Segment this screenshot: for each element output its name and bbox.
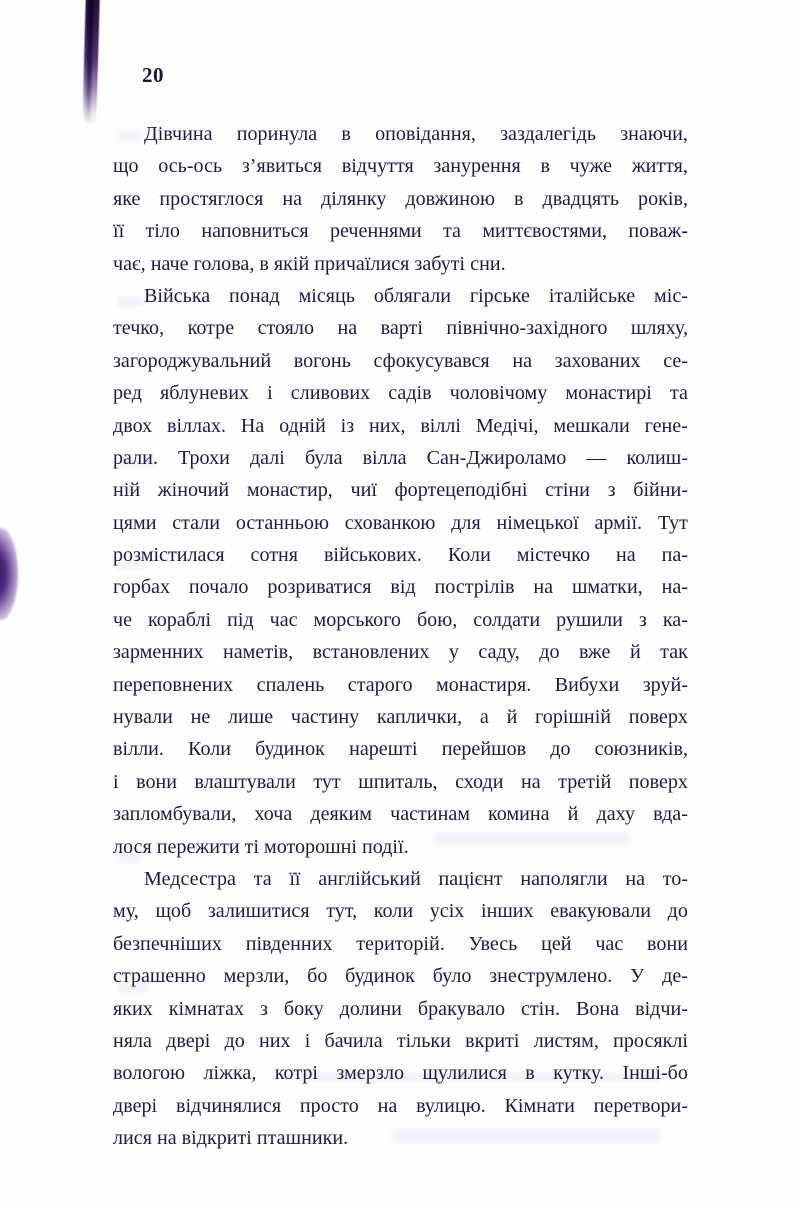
word: бійни- (633, 479, 688, 502)
word: в (514, 187, 524, 210)
word: че (113, 608, 133, 631)
word: на (625, 867, 645, 890)
word: понад (229, 284, 280, 307)
text-line (113, 150, 688, 182)
word: ред (113, 382, 142, 405)
word: і (113, 770, 119, 793)
word: встановлених (312, 641, 430, 664)
word: Війська (144, 284, 211, 307)
scan-edge-blob (0, 528, 18, 620)
word: було (432, 965, 472, 988)
word: гене- (644, 414, 688, 437)
word: знеструмлено. (489, 965, 613, 988)
word: на (533, 576, 554, 599)
word: му, (113, 900, 139, 923)
word: на (337, 317, 358, 340)
word: частинам (390, 803, 470, 826)
text-line (113, 280, 688, 312)
word: місяць (298, 284, 355, 307)
word: пацієнт (438, 867, 503, 890)
word: вологою (113, 1062, 186, 1085)
word: горішній (535, 706, 612, 729)
word: схованкою (344, 511, 436, 534)
word: вогонь (293, 349, 351, 372)
word: хоча (254, 803, 293, 826)
text-line (113, 863, 688, 895)
word: а (479, 706, 489, 729)
word: на (616, 544, 636, 567)
word: інших (481, 900, 534, 923)
word: горбах (113, 576, 171, 599)
word: вілла (362, 446, 407, 469)
word: простяглося (159, 187, 264, 210)
word: тут, (326, 900, 358, 923)
word: — (586, 446, 607, 469)
word: шляху, (630, 317, 688, 340)
word: її (113, 220, 125, 243)
word: монастирі (565, 382, 652, 405)
word: саду, (478, 641, 520, 664)
text-line: лися на відкриті пташники. (113, 1127, 349, 1150)
word: далі (249, 446, 285, 469)
word: поверх (628, 706, 688, 729)
text-line (113, 410, 688, 442)
text-line (113, 766, 688, 798)
word: кутку. (553, 1062, 605, 1085)
word: бачила (324, 1029, 383, 1052)
word: німецької (496, 511, 579, 534)
word: та (253, 867, 272, 890)
word: будинок (255, 738, 325, 761)
text-line (113, 798, 688, 830)
word: віллі (420, 414, 462, 437)
word: та (443, 220, 461, 243)
word: на (520, 770, 541, 793)
word: Вибухи (554, 673, 620, 696)
paragraph (113, 280, 688, 863)
text-line (113, 928, 688, 960)
word: час (595, 932, 624, 955)
paragraph (113, 863, 688, 1155)
word: занурення (433, 155, 521, 178)
word: лише (228, 706, 274, 729)
text-line (113, 312, 688, 344)
word: захованих (554, 349, 641, 372)
text-line: чає, наче голова, в якій причаїлися забуті сни. (113, 252, 506, 275)
word: заздалегідь (500, 123, 597, 145)
word: няла (113, 1029, 152, 1052)
text-line (113, 118, 688, 150)
word: кораблі (148, 608, 212, 631)
word: на (282, 187, 303, 210)
word: військових. (323, 544, 422, 567)
word: цями (113, 511, 157, 534)
word: евакуювали (550, 900, 651, 923)
word: просяклі (613, 1029, 688, 1052)
word: течко, (113, 317, 165, 340)
word: розриватися (267, 576, 372, 599)
word: двох (113, 414, 153, 437)
word: загороджувальний (113, 349, 272, 372)
word: армії. (594, 511, 643, 534)
word: Медсестра (144, 867, 236, 890)
word: Медічі, (475, 414, 539, 437)
word: сотня (250, 544, 299, 567)
text-line (113, 474, 688, 506)
word: долини (339, 997, 402, 1020)
word: солдати (473, 608, 541, 631)
word: років, (638, 187, 688, 210)
word: каплички, (376, 706, 463, 729)
word: до (667, 900, 688, 923)
word: мерзли, (223, 965, 290, 988)
word: Тут (657, 511, 688, 534)
text-line (113, 669, 688, 701)
text-line (113, 895, 688, 927)
word: се- (663, 349, 688, 372)
word: ділянку (321, 187, 387, 210)
word: комина (488, 803, 550, 826)
word: ліжка, (203, 1062, 257, 1085)
word: котре (187, 317, 235, 340)
word: до (550, 738, 571, 761)
word: деяким (310, 803, 373, 826)
word: і (267, 382, 273, 405)
word: оповідання, (375, 123, 476, 145)
word: Кімнати (504, 1094, 575, 1117)
word: ка- (662, 608, 688, 631)
word: Сан-Джироламо (426, 446, 567, 469)
word: перейшов (441, 738, 527, 761)
word: де- (662, 965, 688, 988)
word: відчинялися (175, 1094, 282, 1117)
word: нарешті (349, 738, 418, 761)
word: вже (579, 641, 611, 664)
word: ній (113, 479, 141, 502)
word: двері (113, 1094, 158, 1117)
text-line (113, 442, 688, 474)
page-number: 20 (142, 63, 164, 87)
text-line (113, 183, 688, 215)
word: фортецеподібні (394, 479, 528, 502)
word: миттєвостями, (482, 220, 608, 243)
word: садів (388, 382, 432, 405)
word: пострілів (434, 576, 515, 599)
word: під (227, 608, 254, 631)
text-line (113, 733, 688, 765)
word: поваж- (628, 220, 688, 243)
word: з (607, 479, 616, 502)
text-line (113, 215, 688, 247)
word: двері (166, 1029, 211, 1052)
word: територій. (356, 932, 445, 955)
word: страшенно (113, 965, 206, 988)
word: шпиталь, (358, 770, 438, 793)
word: будинок (345, 965, 415, 988)
word: На (240, 414, 265, 437)
word: яких (113, 997, 153, 1020)
word: влаштували (194, 770, 296, 793)
page-text-block (113, 118, 688, 1155)
word: чуже (569, 155, 613, 178)
word: них, (368, 414, 406, 437)
word: міс- (654, 284, 688, 307)
word: Увесь (468, 932, 518, 955)
word: кімнатах (168, 997, 244, 1020)
text-line (113, 345, 688, 377)
word: вони (136, 770, 178, 793)
word: усіх (429, 900, 465, 923)
text-line: лося пережити ті моторошні події. (113, 835, 409, 858)
word: до (539, 641, 560, 664)
word: до (224, 1029, 245, 1052)
word: для (451, 511, 481, 534)
word: яблуневих (160, 382, 250, 405)
word: в (540, 155, 550, 178)
word: коли (373, 900, 414, 923)
word: них (258, 1029, 291, 1052)
word: довжиною (405, 187, 496, 210)
word: стіни (545, 479, 590, 502)
word: північно-західного (446, 317, 608, 340)
paragraph (113, 118, 688, 280)
word: бою, (416, 608, 458, 631)
word: Інші-бо (622, 1062, 688, 1085)
word: гірське (469, 284, 530, 307)
word: боку (283, 997, 324, 1020)
word: У (630, 965, 645, 988)
word: почало (188, 576, 249, 599)
text-line (113, 960, 688, 992)
word: Коли (188, 738, 232, 761)
word: зарменних (113, 641, 204, 664)
word: італійське (548, 284, 636, 307)
word: бракувало (417, 997, 506, 1020)
word: рали. (113, 446, 158, 469)
word: сфокусувався (373, 349, 490, 372)
word: запломбували, (113, 803, 237, 826)
word: вда- (653, 803, 688, 826)
text-line (113, 701, 688, 733)
word: морського (313, 608, 401, 631)
word: й (629, 641, 641, 664)
word: вкриті (465, 1029, 520, 1052)
text-line (113, 993, 688, 1025)
word: колиш- (626, 446, 688, 469)
word: в (341, 123, 351, 145)
word: з’явиться (241, 155, 323, 178)
word: й (567, 803, 579, 826)
word: останньою (235, 511, 329, 534)
word: переповнених (113, 673, 234, 696)
word: жіночий (157, 479, 230, 502)
text-line (113, 377, 688, 409)
word: перетвори- (593, 1094, 688, 1117)
word: ось-ось (158, 155, 223, 178)
word: стояло (257, 317, 314, 340)
word: щулилися (422, 1062, 507, 1085)
word: щоб (155, 900, 192, 923)
word: стали (172, 511, 221, 534)
word: на- (661, 576, 688, 599)
word: й (506, 706, 518, 729)
word: що (113, 155, 139, 178)
word: тіло (145, 220, 180, 243)
word: нували (113, 706, 173, 729)
word: тільки (396, 1029, 451, 1052)
word: містечко (516, 544, 591, 567)
word: облягали (373, 284, 451, 307)
word: відчи- (635, 997, 688, 1020)
word: та (669, 382, 688, 405)
word: просто (299, 1094, 359, 1117)
word: наметів, (223, 641, 294, 664)
text-line (113, 1057, 688, 1089)
word: безпечніших (113, 932, 222, 955)
scan-spine-shadow (82, 0, 100, 125)
word: котрі (274, 1062, 318, 1085)
word: двадцять (542, 187, 620, 210)
word: із (340, 414, 355, 437)
text-line (113, 507, 688, 539)
word: даху (596, 803, 635, 826)
word: третій (558, 770, 612, 793)
word: листям, (533, 1029, 599, 1052)
word: з (259, 997, 268, 1020)
word: час (269, 608, 298, 631)
word: яке (113, 187, 141, 210)
word: сходи (455, 770, 504, 793)
word: варті (380, 317, 423, 340)
word: Коли (447, 544, 491, 567)
word: то- (662, 867, 688, 890)
word: Трохи (178, 446, 230, 469)
text-line (113, 636, 688, 668)
word: сливових (290, 382, 371, 405)
word: її (289, 867, 301, 890)
word: віллах. (166, 414, 227, 437)
word: розмістилася (113, 544, 225, 567)
word: шматки, (571, 576, 643, 599)
word: наповниться (201, 220, 309, 243)
word: старого (347, 673, 413, 696)
word: монастир, (246, 479, 333, 502)
text-line (113, 604, 688, 636)
word: Дівчина (144, 123, 213, 145)
word: була (304, 446, 343, 469)
word: спалень (256, 673, 325, 696)
word: цей (541, 932, 572, 955)
word: відчуття (341, 155, 414, 178)
word: рушили (556, 608, 623, 631)
word: життя, (631, 155, 688, 178)
word: чиї (350, 479, 377, 502)
word: поверх (628, 770, 688, 793)
word: на (512, 349, 532, 372)
text-line (113, 1025, 688, 1057)
word: поринула (236, 123, 318, 145)
word: знаючи, (620, 123, 688, 145)
word: на (377, 1094, 398, 1117)
text-line (113, 1090, 688, 1122)
word: англійський (318, 867, 421, 890)
word: в (525, 1062, 535, 1085)
word: монастиря. (436, 673, 532, 696)
word: так (660, 641, 688, 664)
word: па- (661, 544, 688, 567)
text-line (113, 571, 688, 603)
word: мешкали (553, 414, 630, 437)
text-line (113, 539, 688, 571)
word: союзників, (594, 738, 688, 761)
word: одній (279, 414, 326, 437)
word: частину (290, 706, 360, 729)
word: залишитися (207, 900, 310, 923)
word: чоловічому (449, 382, 548, 405)
word: від (390, 576, 416, 599)
word: реченнями (329, 220, 422, 243)
word: наполягли (520, 867, 608, 890)
word: і (304, 1029, 311, 1052)
word: у (448, 641, 459, 664)
word: з (638, 608, 647, 631)
word: вулицю. (416, 1094, 486, 1117)
word: Вона (576, 997, 620, 1020)
word: стін. (520, 997, 561, 1020)
word: вілли. (113, 738, 164, 761)
word: зруй- (642, 673, 688, 696)
word: вони (647, 932, 688, 955)
word: тут (313, 770, 341, 793)
word: бо (307, 965, 328, 988)
word: не (190, 706, 211, 729)
word: змерзло (336, 1062, 405, 1085)
word: південних (245, 932, 333, 955)
